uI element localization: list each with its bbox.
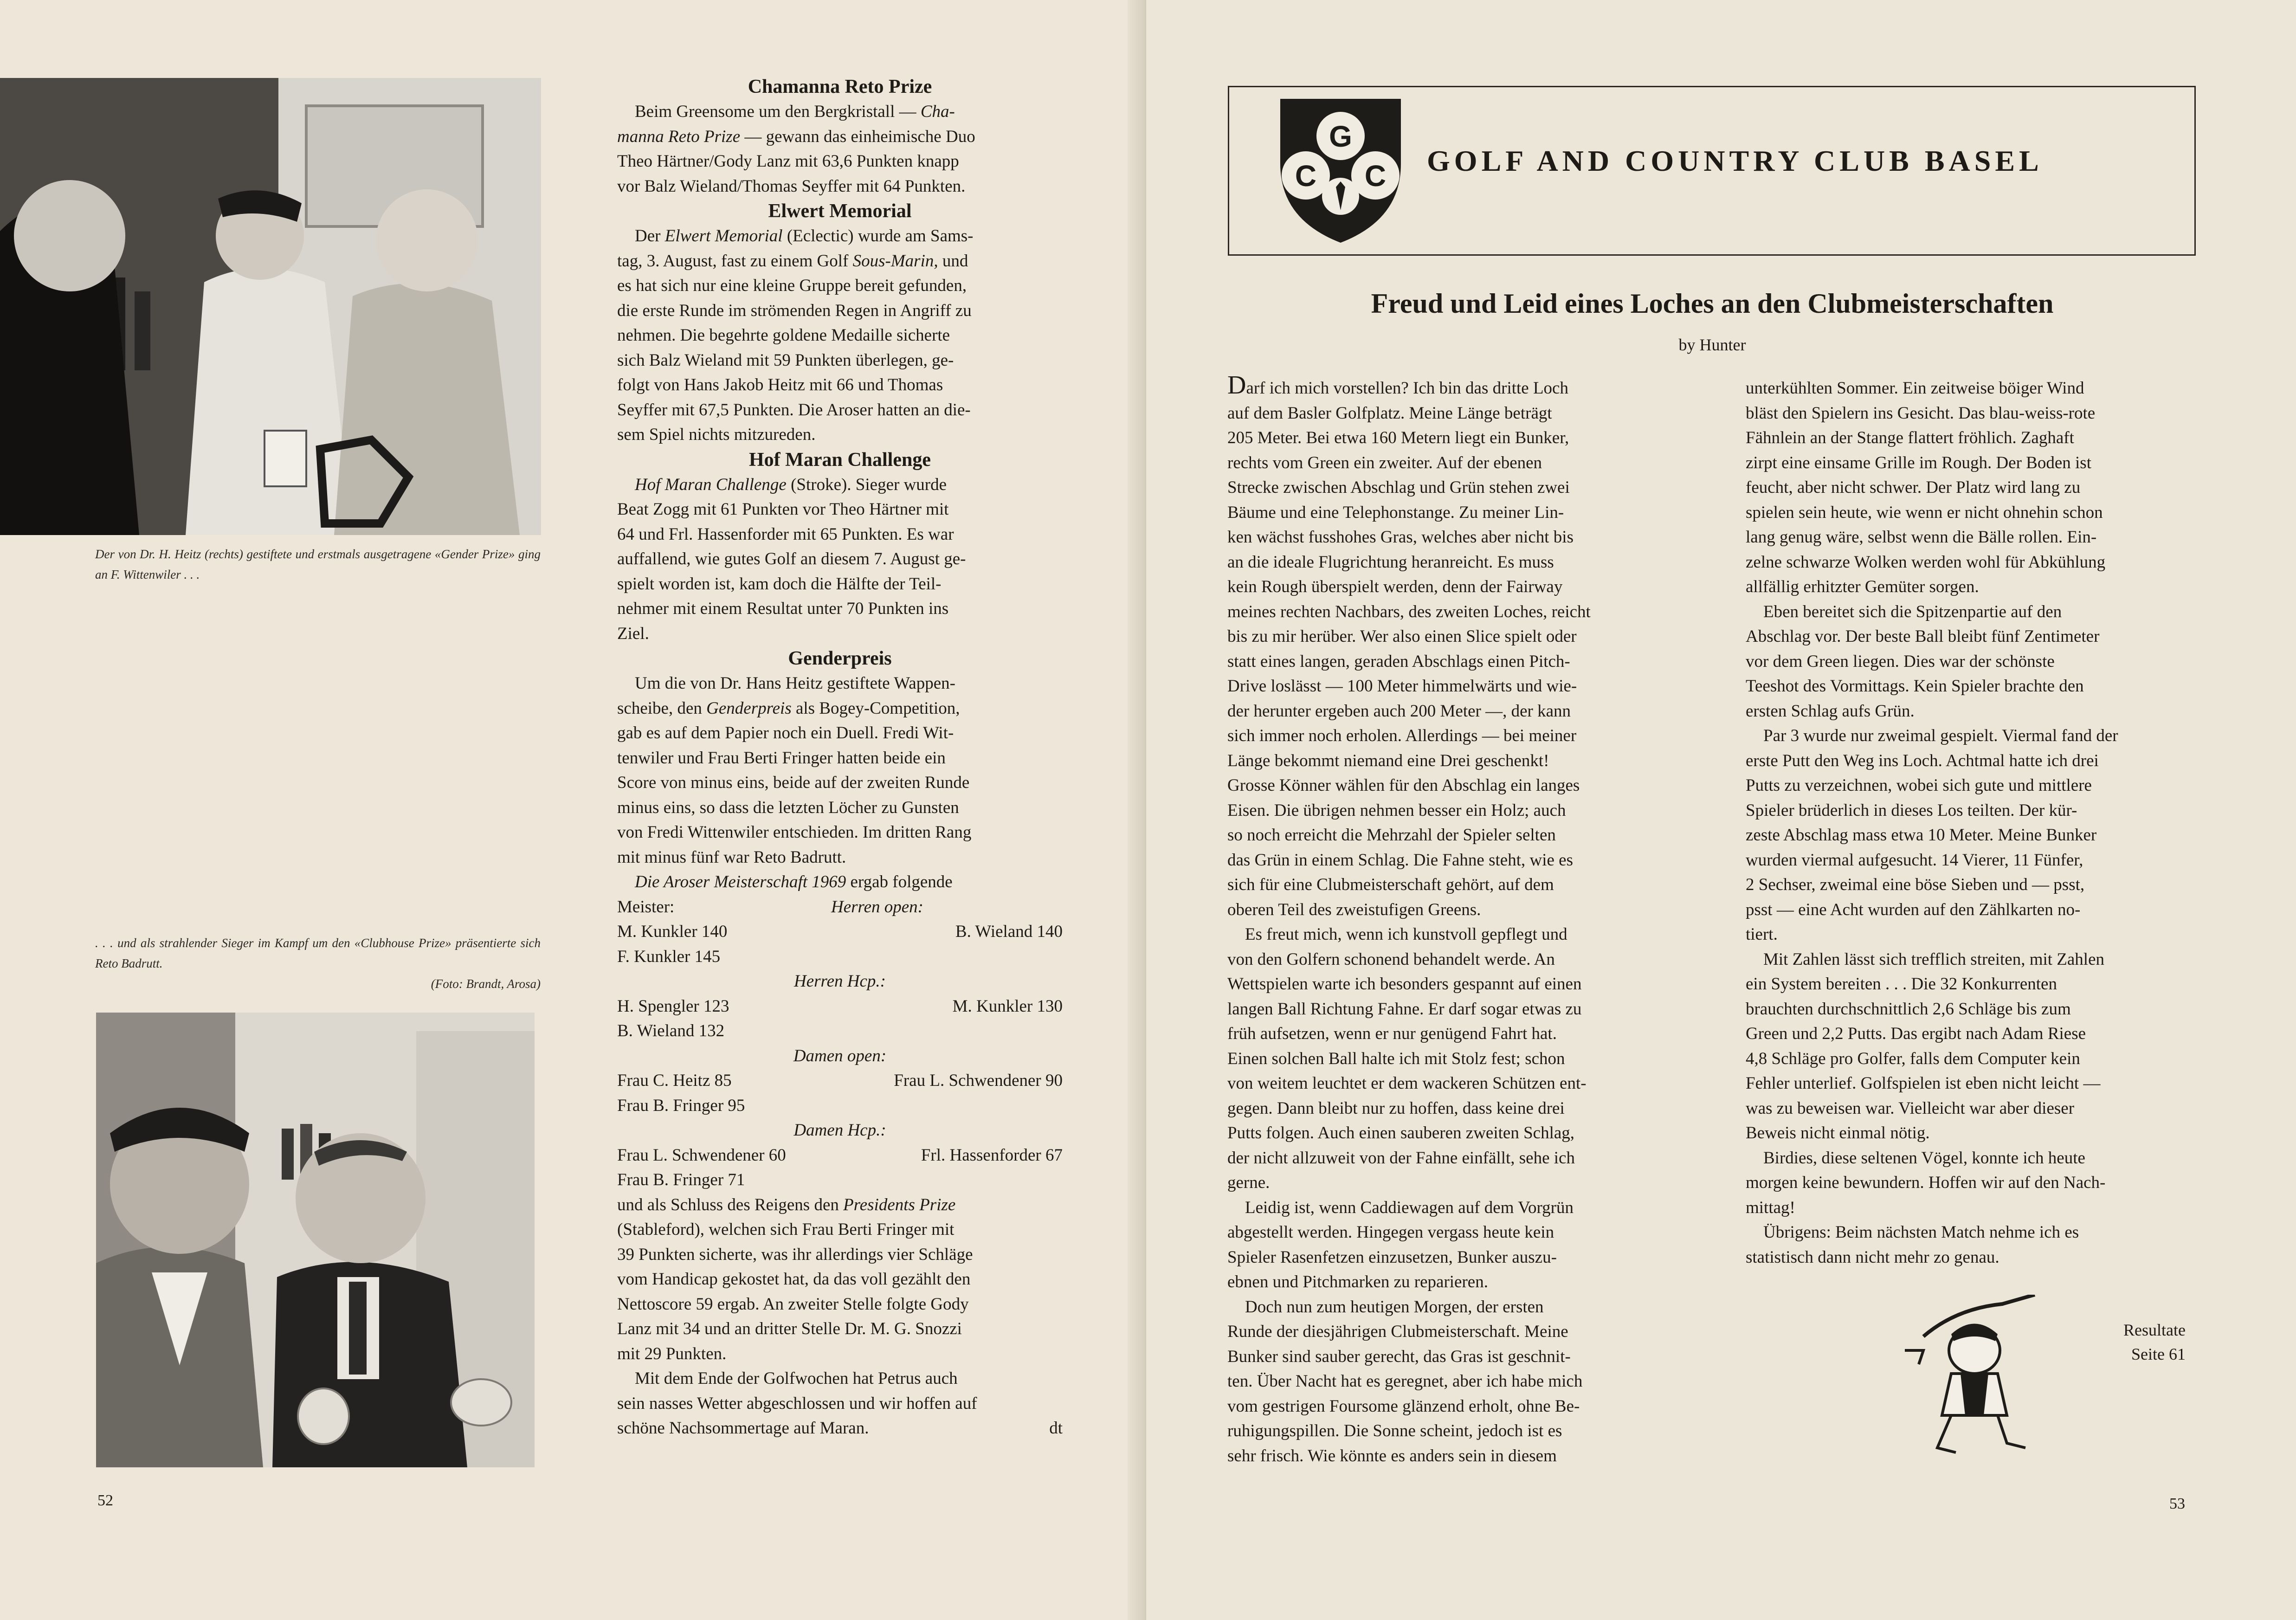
result: M. Kunkler 140 [617,922,728,941]
photo-gender-prize [0,78,541,535]
results-heading: Damen open: [793,1046,887,1065]
result: B. Wieland 132 [617,1021,725,1040]
text: als Bogey-Competition, [795,698,960,718]
text: Die Aroser Meisterschaft 1969 [635,872,846,891]
left-page [0,0,1146,1620]
article-line [1227,1220,1691,1245]
article-line-text: Doch nun zum heutigen Morgen, der ersten [1245,1297,1544,1317]
result: Frl. Hassenforder 67 [921,1145,1063,1165]
drop-cap: D [1227,371,1246,400]
article-line-text: statt eines langen, geraden Abschlags einen Pitch- [1227,652,1570,671]
article-line [1746,997,2191,1022]
article-line-text: vor dem Green liegen. Dies war der schönste [1746,652,2055,671]
article-line-text: der nicht allzuweit von der Fahne einfällt, sehe ich [1227,1148,1575,1168]
article-line [1746,500,2191,525]
heading-elwert: Elwert Memorial [768,200,912,222]
article-line [1746,451,2191,476]
article-line [1227,674,1691,699]
article-line [1227,1344,1691,1369]
results-note [2079,1318,2186,1366]
article-line-text: was zu beweisen war. Vielleicht war aber dieser [1746,1098,2075,1118]
text: schöne Nachsommertage auf Maran. [617,1419,869,1438]
article-line [1746,376,2191,401]
article-line [1746,1096,2191,1121]
article-line [1746,1021,2191,1046]
article-line-text: allfällig erhitzter Gemüter sorgen. [1746,577,1979,596]
article-line [1746,947,2191,972]
article-line [1746,1245,2191,1270]
golfer-cartoon-icon [1896,1295,2063,1471]
text: tag, 3. August, fast zu einem Golf [617,251,849,271]
article-line [1746,897,2191,923]
article-line-text: Fähnlein an der Stange flattert fröhlich. Zaghaft [1746,428,2074,447]
article-line [1746,550,2191,575]
article-line-text: statistisch dann nicht mehr zo genau. [1746,1247,1999,1267]
article-line-text: lang genug wäre, selbst wenn die Bälle rollen. Ein- [1746,528,2097,547]
article-line-text: das Grün in einem Schlag. Die Fahne steht, wie es [1227,850,1573,870]
article-title: Freud und Leid eines Loches an den Clubmeisterschaften [1371,288,2054,319]
article-line-text: Par 3 wurde nur zweimal gespielt. Viermal fand der [1763,726,2118,745]
text: 64 und Frl. Hassenforder mit 65 Punkten. Es war [617,524,954,544]
text: es hat sich nur eine kleine Gruppe bereit gefunden, [617,276,967,295]
article-line-text: Bäume und eine Telephonstange. Zu meiner Lin- [1227,503,1564,522]
article-line [1227,1295,1691,1320]
article-line [1227,1195,1691,1220]
crest-letter: G [1329,120,1352,153]
results-heading: Damen Hcp.: [793,1121,886,1140]
article-line [1746,922,2191,947]
text: Sous-Marin, [852,251,938,271]
text: — gewann das einheimische Duo [744,127,975,146]
article-line-text: feucht, aber nicht schwer. Der Platz wird lang zu [1746,478,2081,497]
article-line-text: 4,8 Schläge pro Golfer, falls dem Computer kein [1746,1049,2080,1068]
text: Mit dem Ende der Golfwochen hat Petrus auch [635,1369,958,1388]
article-line [1227,525,1691,550]
article-line [1227,699,1691,724]
text: gab es auf dem Papier noch ein Duell. Fredi Wit- [617,723,954,742]
article-line-text: Beweis nicht einmal nötig. [1746,1123,1930,1142]
article-line-text: Länge bekommt niemand eine Drei geschenkt! [1227,751,1549,770]
article-line [1227,749,1691,774]
article-line [1227,848,1691,873]
article-line [1227,371,1691,401]
text: Ziel. [617,624,649,643]
text: Beim Greensome um den Bergkristall — [635,102,916,121]
results-page-ref: Seite 61 [2131,1345,2186,1363]
article-line-text: der herunter ergeben auch 200 Meter —, der kann [1227,701,1571,721]
article-line-text: brauchten durchschnittlich 2,6 Schläge bis zum [1746,999,2071,1019]
article-line-text: sich für eine Clubmeisterschaft gehört, auf dem [1227,875,1554,894]
article-line-text: Mit Zahlen lässt sich trefflich streiten, mit Zahlen [1763,949,2105,969]
article-line-text: erste Putt den Weg ins Loch. Achtmal hatte ich drei [1746,751,2099,770]
article-line [1746,1071,2191,1096]
article-line-text: Eisen. Die übrigen nehmen besser ein Holz; auch [1227,800,1566,820]
heading-hofmaran: Hof Maran Challenge [749,449,931,471]
text: und [942,251,968,271]
article-line-text: ten. Über Nacht hat es geregnet, aber ich habe mich [1227,1372,1583,1391]
text: (Stableford), welchen sich Frau Berti Fringer mit [617,1220,955,1239]
article-line [1227,897,1691,923]
article-line [1227,624,1691,649]
results-heading: Herren Hcp.: [794,972,886,991]
article-line-text: ken wächst fusshohes Gras, welches aber nicht bis [1227,528,1574,547]
article-line [1227,1121,1691,1146]
text: auffallend, wie gutes Golf an diesem 7. August ge- [617,549,966,568]
text: Lanz mit 34 und an dritter Stelle Dr. M. G. Snozzi [617,1319,962,1338]
article-line-text: kein Rough überspielt werden, denn der Fairway [1227,577,1563,596]
article-line [1227,872,1691,897]
article-line-text: psst — eine Acht wurden auf den Zählkarten no- [1746,900,2081,919]
result: M. Kunkler 130 [952,996,1063,1016]
article-line-text: sich immer noch erholen. Allerdings — bei meiner [1227,726,1577,745]
article-line-text: so noch erreicht die Mehrzahl der Spieler selten [1227,826,1556,845]
heading-chamanna: Chamanna Reto Prize [748,76,932,97]
article-line-text: tiert. [1746,925,1778,944]
article-line-text: Putts folgen. Auch einen sauberen zweiten Schlag, [1227,1123,1575,1142]
article-line [1227,1270,1691,1295]
article-line [1227,972,1691,997]
signature: dt [1049,1419,1063,1438]
text: sich Balz Wieland mit 59 Punkten überlegen, ge- [617,350,954,370]
crest-letter: C [1364,159,1387,193]
result: Frau L. Schwendener 90 [894,1071,1063,1090]
article-line [1227,1096,1691,1121]
text: Elwert Memorial [664,226,783,245]
result: Frau L. Schwendener 60 [617,1145,786,1165]
article-line [1746,1195,2191,1220]
article-line-text: Eben bereitet sich die Spitzenpartie auf den [1763,602,2062,621]
text: (Eclectic) wurde am Sams- [787,226,974,245]
article-line-text: bläst den Spielern ins Gesicht. Das blau-weiss-rote [1746,403,2096,423]
article-line-text: rechts vom Green ein zweiter. Auf der ebenen [1227,453,1542,472]
article-line [1746,401,2191,426]
article-line [1746,1121,2191,1146]
article-line [1227,1319,1691,1344]
text: Genderpreis [706,698,792,718]
article-line [1746,574,2191,600]
article-line-text: früh aufsetzen, wenn er nur genügend Fahrt hat. [1227,1024,1557,1043]
text: mit 29 Punkten. [617,1344,727,1363]
club-crest-icon [1271,94,1410,247]
article-line [1746,1146,2191,1171]
result: Frau B. Fringer 71 [617,1170,745,1189]
article-line [1227,1071,1691,1096]
article-line-text: Spieler brüderlich in dieses Los teilten. Der kür- [1746,800,2077,820]
article-line-text: vom gestrigen Foursome glänzend erholt, ohne Be- [1227,1396,1580,1416]
result: B. Wieland 140 [955,922,1063,941]
article-line [1227,1046,1691,1071]
article-line [1227,600,1691,625]
article-line-text: spielen sein heute, wie wenn er nicht ohnehin schon [1746,503,2103,522]
article-column-2 [1746,376,2191,1270]
article-line [1746,426,2191,451]
text: Meister: [617,897,675,916]
text: manna Reto Prize [617,127,741,146]
results-label: Resultate [2123,1321,2186,1339]
article-line [1746,798,2191,823]
text: spielt worden ist, kam doch die Hälfte der Teil- [617,574,942,594]
article-line-text: 205 Meter. Bei etwa 160 Metern liegt ein Bunker, [1227,428,1569,447]
article-line-text: Wettspielen warte ich besonders gespannt auf einen [1227,975,1582,994]
article-line-text: Drive loslässt — 100 Meter himmelwärts und wie- [1227,677,1577,696]
text: und als Schluss des Reigens den [617,1195,839,1214]
text: Der [635,226,661,245]
text: ergab folgende [850,872,953,891]
crest-letter: C [1295,159,1317,193]
article-line [1746,1220,2191,1245]
text: nehmen. Die begehrte goldene Medaille sicherte [617,326,950,345]
article-line [1227,1245,1691,1270]
article-line-text: meines rechten Nachbars, des zweiten Loches, reicht [1227,602,1591,621]
article-line-text: Übrigens: Beim nächsten Match nehme ich es [1763,1223,2079,1242]
caption-bottom: . . . und als strahlender Sieger im Kampf um den «Clubhouse Prize» präsentierte sich Reto Badrutt. [95,936,541,970]
text: mit minus fünf war Reto Badrutt. [617,847,846,867]
article-line [1746,749,2191,774]
result: H. Spengler 123 [617,996,729,1016]
page-number-right: 53 [2169,1495,2185,1512]
text: Theo Härtner/Gody Lanz mit 63,6 Punkten knapp [617,152,959,171]
article-line [1227,1444,1691,1469]
article-line-text: Es freut mich, wenn ich kunstvoll gepflegt und [1245,925,1567,944]
text: sein nasses Wetter abgeschlossen und wir hoffen auf [617,1394,977,1413]
article-line-text: von weitem leuchtet er dem wackeren Schützen ent- [1227,1074,1587,1093]
article-line [1227,550,1691,575]
text: 39 Punkten sicherte, was ihr allerdings vier Schläge [617,1245,973,1264]
article-line [1746,773,2191,798]
article-line-text: Einen solchen Ball halte ich mit Stolz fest; schon [1227,1049,1565,1068]
article-line [1227,475,1691,500]
article-line [1746,1046,2191,1071]
article-line-text: gegen. Dann bleibt nur zu hoffen, dass keine drei [1227,1098,1565,1118]
article-line-text: Abschlag vor. Der beste Ball bleibt fünf Zentimeter [1746,627,2100,646]
text: (Stroke). Sieger wurde [791,475,947,494]
article-line-text: morgen keine bewundern. Hoffen wir auf den Nach- [1746,1173,2106,1192]
text: sem Spiel nichts mitzureden. [617,425,816,444]
article-line [1227,773,1691,798]
text: Nettoscore 59 ergab. An zweiter Stelle folgte Gody [617,1294,969,1314]
article-line-text: Leidig ist, wenn Caddiewagen auf dem Vorgrün [1245,1198,1574,1217]
text: vor Balz Wieland/Thomas Seyffer mit 64 Punkten. [617,176,966,196]
article-line-text: langen Ball Richtung Fahne. Er darf sogar etwas zu [1227,999,1582,1019]
article-line [1227,426,1691,451]
article-line [1227,947,1691,972]
article-line [1227,451,1691,476]
article-line-text: sehr frisch. Wie könnte es anders sein in diesem [1227,1446,1557,1465]
text: Cha- [920,102,955,121]
article-line-text: bis zu mir herüber. Wer also einen Slice spielt oder [1227,627,1577,646]
article-line-text: Grosse Könner wählen für den Abschlag ein langes [1227,776,1580,795]
article-line [1227,1170,1691,1195]
left-text-column [617,74,1063,1441]
text: Um die von Dr. Hans Heitz gestiftete Wappen- [635,674,955,693]
article-line [1746,723,2191,749]
article-line-text: Fehler unterlief. Golfspielen ist eben nicht leicht — [1746,1074,2101,1093]
article-line-text: mittag! [1746,1198,1795,1217]
text: Hof Maran Challenge [635,475,787,494]
article-line-text: zirpt eine einsame Grille im Rough. Der Boden ist [1746,453,2091,472]
text: die erste Runde im strömenden Regen in Angriff zu [617,301,972,320]
article-column-1 [1227,371,1691,1468]
text: Presidents Prize [843,1195,956,1214]
article-line-text: Bunker sind sauber gerecht, das Gras ist geschnit- [1227,1347,1571,1366]
article-line-text: ersten Schlag aufs Grün. [1746,701,1915,721]
text: Beat Zogg mit 61 Punkten vor Theo Härtner mit [617,500,949,519]
article-line-text: ein System bereiten . . . Die 32 Konkurrenten [1746,975,2057,994]
text: vom Handicap gekostet hat, da das voll gezählt den [617,1270,971,1289]
article-line [1746,972,2191,997]
article-line [1746,699,2191,724]
result: F. Kunkler 145 [617,947,721,966]
article-line [1746,848,2191,873]
heading-gender: Genderpreis [788,648,892,669]
article-line-text: an die ideale Flugrichtung heranreicht. Es muss [1227,552,1554,572]
caption-top: Der von Dr. H. Heitz (rechts) gestiftete und erstmals ausgetragene «Gender Prize» ging an F. Wittenwiler . . . [95,547,541,581]
text: Score von minus eins, beide auf der zweiten Runde [617,773,970,792]
article-line [1227,1419,1691,1444]
results-heading: Herren open: [831,897,923,916]
article-line [1227,1369,1691,1394]
article-line [1227,1394,1691,1419]
text: scheibe, den [617,698,702,718]
text: folgt von Hans Jakob Heitz mit 66 und Thomas [617,375,943,394]
article-line [1227,922,1691,947]
article-line-text: zeste Abschlag mass etwa 10 Meter. Meine Bunker [1746,826,2097,845]
article-line-text: wurden viermal aufgesucht. 14 Vierer, 11 Fünfer, [1746,850,2083,870]
result: Frau C. Heitz 85 [617,1071,732,1090]
article-line [1746,475,2191,500]
article-line-text: Teeshot des Vormittags. Kein Spieler brachte den [1746,677,2084,696]
article-byline: by Hunter [1678,336,1746,354]
article-line [1746,872,2191,897]
text: Seyffer mit 67,5 Punkten. Die Aroser hatten an die- [617,400,971,420]
article-line-text: oberen Teil des zweistufigen Greens. [1227,900,1481,919]
article-line [1227,798,1691,823]
article-line [1227,649,1691,674]
article-line-text: Birdies, diese seltenen Vögel, konnte ich heute [1763,1148,2085,1168]
article-line-text: auf dem Basler Golfplatz. Meine Länge beträgt [1227,403,1552,423]
article-line-text: abgestellt werden. Hingegen vergass heute kein [1227,1223,1554,1242]
article-line-text: 2 Sechser, zweimal eine böse Sieben und — psst, [1746,875,2085,894]
article-line [1746,674,2191,699]
article-line [1227,1021,1691,1046]
text: von Fredi Wittenwiler entschieden. Im dritten Rang [617,823,972,842]
article-line-text: Putts zu verzeichnen, wobei sich gute und mittlere [1746,776,2092,795]
article-line [1746,525,2191,550]
article-line [1227,723,1691,749]
article-line-text: Green und 2,2 Putts. Das ergibt nach Adam Riese [1746,1024,2086,1043]
article-line [1227,401,1691,426]
article-line [1746,1170,2191,1195]
article-line [1227,997,1691,1022]
article-line-text: ebnen und Pitchmarken zu reparieren. [1227,1272,1488,1291]
article-line [1746,624,2191,649]
article-line [1746,649,2191,674]
article-line-text: Strecke zwischen Abschlag und Grün stehen zwei [1227,478,1570,497]
article-line-text: arf ich mich vorstellen? Ich bin das dritte Loch [1246,379,1568,398]
article-line-text: ruhigungspillen. Die Sonne scheint, jedoch ist es [1227,1421,1562,1440]
page-number-left: 52 [97,1492,113,1509]
article-line-text: gerne. [1227,1173,1270,1192]
article-line [1746,823,2191,848]
caption-credit: (Foto: Brandt, Arosa) [431,977,541,991]
article-line-text: unterkühlten Sommer. Ein zeitweise böiger Wind [1746,379,2084,398]
article-line [1746,600,2191,625]
photo-clubhouse-prize [96,1013,535,1467]
text: minus eins, so dass die letzten Löcher zu Gunsten [617,798,959,817]
article-line-text: Runde der diesjährigen Clubmeisterschaft. Meine [1227,1322,1568,1341]
club-name: GOLF AND COUNTRY CLUB BASEL [1427,144,2043,177]
article-line-text: Spieler Rasenfetzen einzusetzen, Bunker auszu- [1227,1247,1557,1267]
result: Frau B. Fringer 95 [617,1096,745,1115]
article-line [1227,1146,1691,1171]
text: tenwiler und Frau Berti Fringer hatten beide ein [617,748,946,768]
article-line-text: zelne schwarze Wolken werden wohl für Abkühlung [1746,552,2106,572]
article-line [1227,574,1691,600]
article-line [1227,823,1691,848]
article-line-text: von den Golfern schonend behandelt werde. An [1227,949,1555,969]
article-line [1227,500,1691,525]
text: nehmer mit einem Resultat unter 70 Punkten ins [617,599,949,618]
